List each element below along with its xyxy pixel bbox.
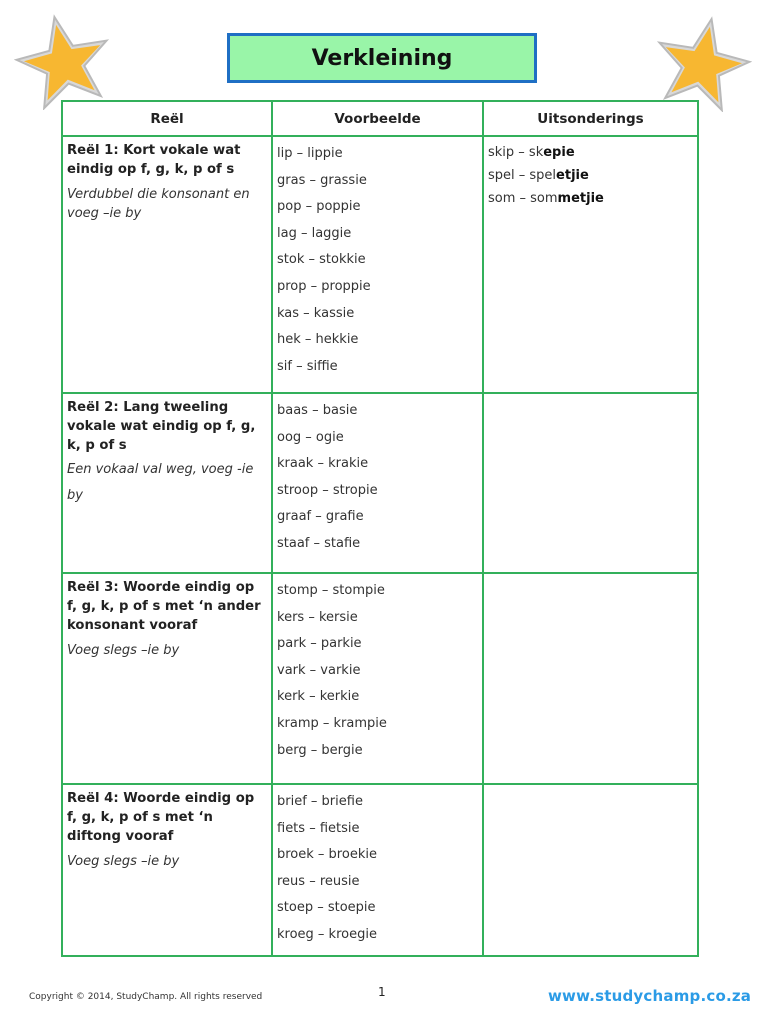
example-item: kas – kassie — [277, 305, 355, 321]
example-item: baas – basie — [277, 403, 358, 418]
example-item: stroop – stropie — [277, 482, 378, 498]
exceptions-cell — [483, 393, 698, 573]
example-item: fiets – fietsie — [277, 820, 360, 836]
example-item: broek – broekie — [277, 847, 377, 863]
example-item: vark – varkie — [277, 662, 361, 678]
exceptions-cell — [483, 136, 698, 393]
example-item: sif – siffie — [277, 358, 338, 374]
example-item: kraak – krakie — [277, 456, 369, 472]
rule-title: Reël 1: Kort vokale wat eindig op f, g, k, p of s — [67, 143, 241, 177]
exception-item: spel – speletjie — [488, 168, 589, 183]
example-item: lip – lippie — [277, 146, 343, 161]
example-item: brief – briefie — [277, 794, 363, 809]
rule-note: Voeg slegs –ie by — [67, 643, 180, 658]
example-item: park – parkie — [277, 636, 362, 652]
table-row — [62, 784, 698, 956]
website-link[interactable]: www.studychamp.co.za — [548, 987, 752, 1005]
example-item: lag – laggie — [277, 225, 352, 241]
example-item: kroeg – kroegie — [277, 926, 377, 942]
example-item: gras – grassie — [277, 172, 367, 188]
table-header-row — [62, 101, 698, 136]
star-left-icon — [14, 10, 114, 110]
example-item: graaf – grafie — [277, 509, 364, 525]
copyright-text: Copyright © 2014, StudyChamp. All rights reserved — [29, 992, 263, 1002]
exceptions-cell — [483, 784, 698, 956]
example-item: berg – bergie — [277, 742, 363, 758]
header-voorbeelde: Voorbeelde — [272, 101, 483, 136]
rule-title: Reël 3: Woorde eindig op f, g, k, p of s met ‘n ander konsonant vooraf — [67, 580, 261, 633]
header-uitsonderings: Uitsonderings — [483, 101, 698, 136]
rules-table — [61, 100, 699, 957]
exception-item: som – sommetjie — [488, 191, 604, 206]
rule-note: Een vokaal val weg, voeg -ie by — [67, 462, 254, 503]
example-item: stoep – stoepie — [277, 900, 376, 916]
table-row — [62, 393, 698, 573]
rule-cell — [62, 393, 272, 573]
star-right-icon — [652, 12, 752, 112]
example-item: prop – proppie — [277, 278, 371, 294]
rule-title: Reël 2: Lang tweeling vokale wat eindig op f, g, k, p of s — [67, 400, 256, 453]
example-item: kers – kersie — [277, 609, 358, 625]
example-item: kerk – kerkie — [277, 689, 360, 705]
rule-title: Reël 4: Woorde eindig op f, g, k, p of s met ‘n diftong vooraf — [67, 791, 255, 844]
example-item: kramp – krampie — [277, 715, 387, 731]
examples-cell — [272, 393, 483, 573]
exceptions-cell — [483, 573, 698, 784]
example-item: pop – poppie — [277, 199, 361, 215]
table-row — [62, 136, 698, 393]
rule-note: Voeg slegs –ie by — [67, 854, 180, 869]
header-reel: Reël — [62, 101, 272, 136]
example-item: staaf – stafie — [277, 535, 361, 551]
page-title: Verkleining — [227, 33, 537, 83]
page-number: 1 — [378, 985, 386, 999]
examples-cell — [272, 573, 483, 784]
example-item: reus – reusie — [277, 873, 360, 889]
table-row — [62, 573, 698, 784]
examples-cell — [272, 784, 483, 956]
example-item: oog – ogie — [277, 429, 344, 445]
example-item: hek – hekkie — [277, 332, 359, 348]
rule-note: Verdubbel die konsonant en voeg –ie by — [67, 187, 250, 221]
exception-item: skip – skepie — [488, 145, 575, 160]
example-item: stok – stokkie — [277, 252, 366, 268]
example-item: stomp – stompie — [277, 583, 385, 598]
rule-cell — [62, 784, 272, 956]
rule-cell — [62, 573, 272, 784]
rule-cell — [62, 136, 272, 393]
examples-cell — [272, 136, 483, 393]
